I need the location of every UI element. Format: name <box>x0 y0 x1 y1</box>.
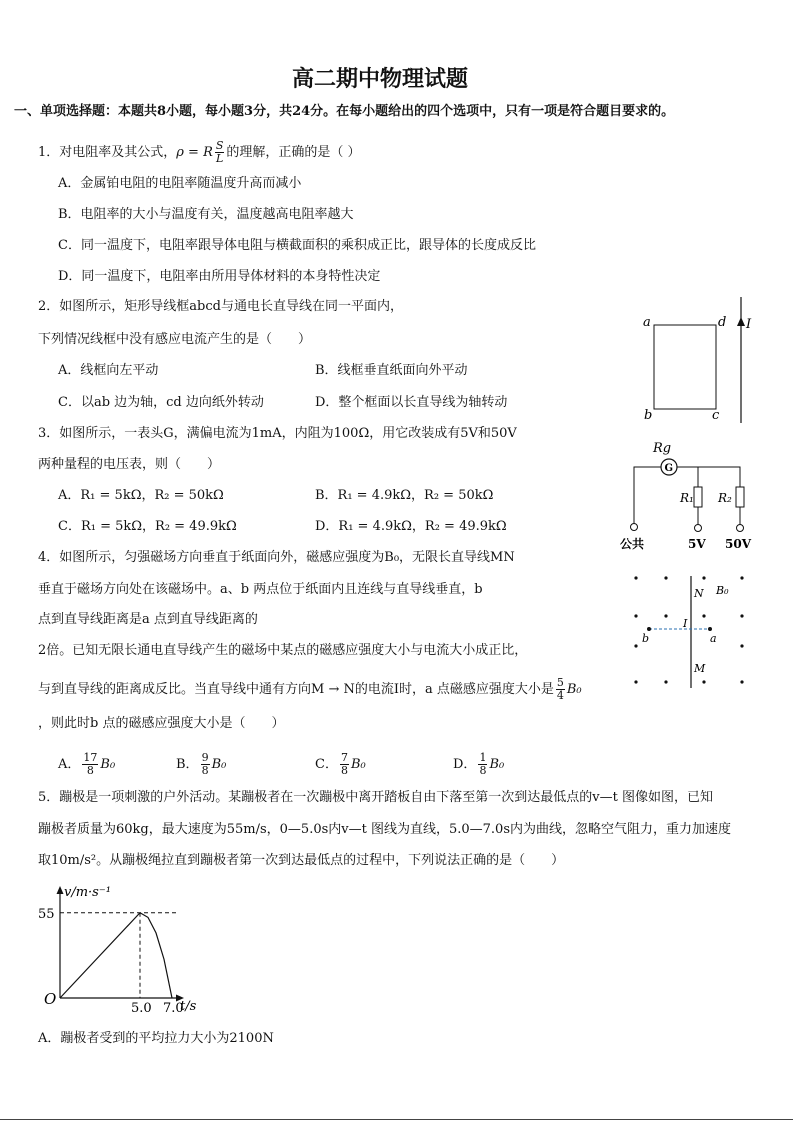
y-axis-label: v/m·s⁻¹ <box>64 885 111 900</box>
q5-line2: 蹦极者质量为60kg，最大速度为55m/s，0—5.0s内v—t 图线为直线，5.0—7.0s内为曲线，忽略空气阻力，重力加速度 <box>38 822 731 837</box>
q4-line2: 垂直于磁场方向处在该磁场中。a、b 两点位于纸面内且连线与直导线垂直，b <box>38 582 483 597</box>
q1-option-c: C．同一温度下，电阻率跟导体电阻与横截面积的乘积成正比，跟导体的长度成反比 <box>58 238 536 253</box>
current-arrow-icon <box>737 317 745 326</box>
label-b: b <box>642 632 650 645</box>
q2-line2: 下列情况线框中没有感应电流产生的是（ ） <box>38 332 312 347</box>
q4-line1: 4．如图所示，匀强磁场方向垂直于纸面向外，磁感应强度为B₀，无限长直导线MN <box>38 550 515 565</box>
q1-option-a: A．金属铂电阻的电阻率随温度升高而减小 <box>58 176 302 191</box>
label-n: N <box>694 587 704 600</box>
terminal-common <box>631 524 638 531</box>
q1-option-b: B．电阻率的大小与温度有关，温度越高电阻率越大 <box>58 207 354 222</box>
page-title: 高二期中物理试题 <box>291 67 468 92</box>
q2-figure <box>638 295 758 425</box>
q5-option-a: A．蹦极者受到的平均拉力大小为2100N <box>38 1031 274 1046</box>
q1-stem <box>38 140 361 165</box>
q4-frac-num: 5 <box>556 676 564 689</box>
series-line-1 <box>60 913 140 998</box>
q3-option-c: C．R₁ = 5kΩ，R₂ = 49.9kΩ <box>58 519 237 534</box>
q1-stem-b: 的理解，正确的是（ ） <box>226 145 361 160</box>
q1-formula <box>176 139 226 165</box>
q4-option-a: A． $\frac{17}{8}$ B₀ <box>58 751 116 777</box>
y-tick-label-1: 55 <box>38 906 55 922</box>
terminal-5v <box>695 525 702 532</box>
q3-figure <box>612 436 782 556</box>
y-axis-arrow-icon <box>57 886 64 894</box>
point-a <box>708 627 712 631</box>
section-heading: 一、单项选择题：本题共8小题，每小题3分，共24分。在每小题给出的四个选项中，只有一项是符合题目要求的。 <box>14 104 675 119</box>
label-b0: B₀ <box>716 584 729 597</box>
resistor-r1 <box>694 487 702 507</box>
q3-option-b: B．R₁ = 4.9kΩ，R₂ = 50kΩ <box>315 488 494 503</box>
series-line-2 <box>140 913 172 998</box>
q2-option-a: A．线框向左平动 <box>58 363 159 378</box>
label-a: a <box>643 315 651 330</box>
x-tick-label-2: 7.0 <box>163 1001 184 1016</box>
q4-line5-text: 与到直导线的距离成反比。当直导线中通有方向M → N的电流I时，a 点磁感应强度大小是 <box>38 682 554 697</box>
q1-formula-den: L <box>215 152 224 165</box>
label-g: G <box>664 463 674 474</box>
q4-figure <box>630 570 760 690</box>
terminal-50v <box>737 525 744 532</box>
q4-line5 <box>38 677 582 702</box>
q5-line3: 取10m/s²。从蹦极绳拉直到蹦极者第一次到达最低点的过程中，下列说法正确的是（ ） <box>38 853 565 868</box>
label-a: a <box>710 632 717 645</box>
x-axis-label: t/s <box>180 999 197 1014</box>
label-r2: R₂ <box>718 491 732 505</box>
q1-formula-lhs: ρ = R <box>176 145 213 160</box>
q3-option-a: A．R₁ = 5kΩ，R₂ = 50kΩ <box>58 488 224 503</box>
q4-line6: ，则此时b 点的磁感应强度大小是（ ） <box>38 716 285 731</box>
label-50v: 50V <box>725 537 752 551</box>
q2-option-d: D．整个框面以长直导线为轴转动 <box>315 395 508 410</box>
label-5v: 5V <box>688 537 706 551</box>
footer-rule <box>0 1119 793 1120</box>
label-current: I <box>746 317 752 332</box>
q5-line1: 5．蹦极是一项刺激的户外活动。某蹦极者在一次蹦极中离开踏板自由下落至第一次到达最低点的v—t 图像如图，已知 <box>38 790 713 805</box>
q2-line1: 2．如图所示，矩形导线框abcd与通电长直导线在同一平面内， <box>38 299 403 314</box>
q1-formula-num: S <box>215 139 224 152</box>
q3-line2: 两种量程的电压表，则（ ） <box>38 457 221 472</box>
q3-option-d: D．R₁ = 4.9kΩ，R₂ = 49.9kΩ <box>315 519 507 534</box>
wire-frame <box>654 325 716 409</box>
q1-stem-a: 1．对电阻率及其公式， <box>38 145 177 160</box>
resistor-r2 <box>736 487 744 507</box>
label-r1: R₁ <box>680 491 694 505</box>
label-rg: Rg <box>653 441 672 456</box>
q4-option-d: D． $\frac{1}{8}$ B₀ <box>453 751 505 777</box>
origin-label: O <box>44 990 57 1008</box>
label-d: d <box>718 315 727 330</box>
q4-frac-den: 4 <box>556 689 564 702</box>
label-b: b <box>644 408 653 423</box>
q4-option-b: B． $\frac{9}{8}$ B₀ <box>176 751 227 777</box>
x-tick-label-1: 5.0 <box>131 1001 152 1016</box>
q5-vt-chart <box>30 880 210 1020</box>
label-i: I <box>683 617 688 630</box>
q3-line1: 3．如图所示，一表头G，满偏电流为1mA，内阻为100Ω，用它改装成有5V和50V <box>38 426 517 441</box>
q4-line4: 2倍。已知无限长通电直导线产生的磁场中某点的磁感应强度大小与电流大小成正比， <box>38 643 528 658</box>
q2-option-c: C．以ab 边为轴，cd 边向纸外转动 <box>58 395 264 410</box>
q1-option-d: D．同一温度下，电阻率由所用导体材料的本身特性决定 <box>58 269 381 284</box>
q4-b0: B₀ <box>566 682 582 697</box>
label-m: M <box>694 662 706 675</box>
label-c: c <box>712 408 720 423</box>
point-b <box>647 627 651 631</box>
label-common: 公共 <box>620 537 645 551</box>
q4-option-c: C． $\frac{7}{8}$ B₀ <box>315 751 366 777</box>
q4-line3: 点到直导线距离是a 点到直导线距离的 <box>38 612 258 627</box>
q2-option-b: B．线框垂直纸面向外平动 <box>315 363 468 378</box>
